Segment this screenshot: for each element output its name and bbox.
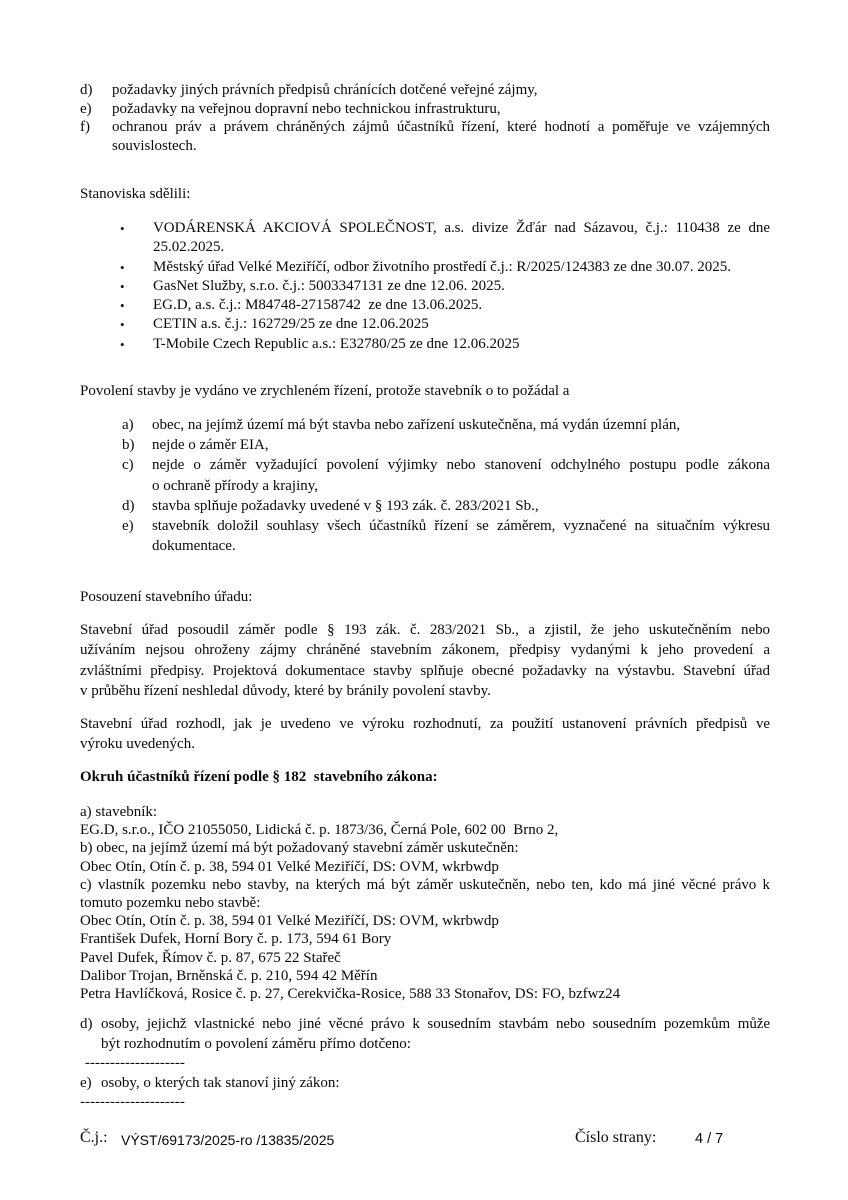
list-item	[80, 81, 770, 100]
stanoviska-bullet-list	[80, 219, 770, 354]
text-line: CETIN a.s. č.j.: 162729/25 ze dne 12.06.2025	[153, 316, 429, 333]
list-marker: b)	[122, 437, 135, 454]
text-line: stavebník doložil souhlasy všech účastníků řízení se záměrem, vyznačené na situačním výkresu	[152, 518, 770, 535]
list-item-text	[112, 100, 770, 119]
bullet-marker-icon: •	[120, 221, 125, 236]
bullet-marker-icon: •	[120, 259, 125, 275]
text-line: Pavel Dufek, Římov č. p. 87, 675 22 Stařeč	[80, 949, 341, 966]
text-line: dokumentace.	[152, 538, 236, 555]
text-line: zvláštními předpisy. Projektová dokumentace stavby splňuje obecné požadavky na výstavbu. Stavební úřad	[80, 662, 770, 679]
text-line: GasNet Služby, s.r.o. č.j.: 5003347131 ze dne 12.06. 2025.	[153, 277, 505, 294]
bullet-item-text	[153, 296, 770, 315]
list-item-text	[112, 81, 770, 100]
bullet-item-text	[153, 335, 770, 354]
list-item	[80, 415, 770, 435]
text-line: Obec Otín, Otín č. p. 38, 594 01 Velké Meziříčí, DS: OVM, wkrbwdp	[80, 858, 499, 875]
text-line: o ochraně přírody a krajiny,	[152, 477, 319, 494]
list-item-text	[152, 435, 770, 455]
heading-text: Posouzení stavebního úřadu:	[80, 589, 253, 605]
text-line: v průběhu řízení neshledal důvody, které by bránily povolení stavby.	[80, 682, 491, 699]
list-item	[80, 435, 770, 455]
list-marker: e)	[80, 1074, 92, 1091]
bullet-item	[80, 219, 770, 258]
list-item	[80, 100, 770, 119]
text-line: EG.D, s.r.o., IČO 21055050, Lidická č. p. 1873/36, Černá Pole, 602 00 Brno 2,	[80, 822, 559, 839]
text-line: požadavky na veřejnou dopravní nebo technickou infrastrukturu,	[112, 100, 501, 117]
list-marker: e)	[80, 100, 92, 117]
text-line: František Dufek, Horní Bory č. p. 173, 594 61 Bory	[80, 931, 392, 948]
list-item-text	[152, 496, 770, 516]
bullet-item-text	[153, 315, 770, 334]
dashes-line: ---------------------	[80, 1094, 185, 1110]
dashes-line: --------------------	[85, 1055, 185, 1071]
posouzeni-paragraph-2	[80, 714, 770, 754]
osoby-block	[80, 1015, 770, 1113]
list-item-text	[152, 516, 770, 556]
footer-cj-label: Č.j.:	[80, 1129, 108, 1146]
text-line: výroku uvedených.	[80, 736, 195, 752]
text-line: stavba splňuje požadavky uvedené v § 193 zák. č. 283/2021 Sb.,	[152, 497, 539, 514]
posouzeni-heading	[80, 588, 770, 607]
principles-list	[80, 81, 770, 155]
text-line: c) vlastník pozemku nebo stavby, na kterých má být záměr uskutečněn, nebo ten, kdo má jiné věcné právo k	[80, 876, 770, 893]
text-line: Obec Otín, Otín č. p. 38, 594 01 Velké Meziříčí, DS: OVM, wkrbwdp	[80, 913, 499, 930]
text-line: nejde o záměr vyžadující povolení výjimky nebo stanovení odchylného postupu podle zákona	[152, 457, 770, 474]
bullet-marker-icon: •	[120, 317, 125, 333]
bullet-item	[80, 258, 770, 277]
text-line: ochranou práv a právem chráněných zájmů účastníků řízení, které hodnotí a poměřuje ve vzájemných	[112, 119, 770, 136]
text-line: Stavební úřad rozhodl, jak je uvedeno ve výroku rozhodnutí, za použití ustanovení právních předpisů ve	[80, 716, 770, 732]
text-line: 25.02.2025.	[153, 239, 225, 256]
okruh-heading	[80, 768, 770, 787]
list-item-text	[101, 1015, 770, 1054]
list-item-text	[101, 1074, 770, 1094]
heading-text: Stanoviska sdělili:	[80, 186, 191, 202]
zrychlene-conditions-list	[80, 415, 770, 556]
list-marker: c)	[122, 457, 134, 474]
posouzeni-paragraph-1	[80, 620, 770, 701]
text-line: osoby, jejichž vlastnické nebo jiné věcné právo k sousedním stavbám nebo sousedním pozemkům může	[101, 1016, 770, 1032]
list-item	[80, 516, 770, 556]
list-marker: e)	[122, 518, 134, 535]
text-line: EG.D, a.s. č.j.: M84748-27158742 ze dne 13.06.2025.	[153, 297, 483, 314]
list-item-text	[112, 118, 770, 155]
list-item-text	[152, 415, 770, 435]
stanoviska-heading	[80, 185, 770, 204]
list-marker: d)	[80, 82, 93, 98]
text-line: být rozhodnutím o povolení záměru přímo dotčeno:	[101, 1035, 411, 1052]
text-line: tomuto pozemku nebo stavbě:	[80, 895, 261, 912]
text-line: Dalibor Trojan, Brněnská č. p. 210, 594 42 Měřín	[80, 967, 378, 984]
text-line: obec, na jejímž území má být stavba nebo zařízení uskutečněna, má vydán územní plán,	[152, 417, 681, 433]
text-line: Stavební úřad posoudil záměr podle § 193 zák. č. 283/2021 Sb., a zjistil, že jeho uskutečněním nebo	[80, 622, 770, 638]
paragraph-text: Povolení stavby je vydáno ve zrychleném řízení, protože stavebník o to požádal a	[80, 383, 570, 399]
text-line: b) obec, na jejímž území má být požadovaný stavební záměr uskutečněn:	[80, 840, 519, 857]
bullet-item-text	[153, 258, 770, 277]
bullet-item	[80, 335, 770, 354]
heading-text: Okruh účastníků řízení podle § 182 stavebního zákona:	[80, 769, 438, 785]
bullet-marker-icon: •	[120, 298, 125, 314]
list-marker: d)	[122, 497, 135, 514]
text-line: užíváním nejsou ohroženy zájmy chráněné stavebním zákonem, předpisy vydanými k jeho provedení a	[80, 642, 770, 659]
list-item-text	[152, 455, 770, 495]
bullet-item	[80, 315, 770, 334]
text-line: Petra Havlíčková, Rosice č. p. 27, Cerekvička-Rosice, 588 33 Stonařov, DS: FO, bzfwz24	[80, 986, 621, 1003]
bullet-item	[80, 296, 770, 315]
text-line: a) stavebník:	[80, 804, 158, 820]
bullet-item	[80, 277, 770, 296]
list-marker: d)	[80, 1016, 93, 1032]
footer-page-label: Číslo strany:	[575, 1129, 657, 1146]
footer-page-number: 4 / 7	[695, 1131, 724, 1147]
list-marker: f)	[80, 119, 90, 136]
footer-cj-value: VÝST/69173/2025-ro /13835/2025	[121, 1132, 335, 1148]
text-line: nejde o záměr EIA,	[152, 437, 269, 454]
bullet-marker-icon: •	[120, 278, 125, 294]
zrychlene-intro	[80, 382, 770, 401]
list-item	[80, 496, 770, 516]
text-line: Městský úřad Velké Meziříčí, odbor životního prostředí č.j.: R/2025/124383 ze dne 30.07. 2025.	[153, 258, 731, 275]
list-item	[80, 455, 770, 495]
text-line: T-Mobile Czech Republic a.s.: E32780/25 ze dne 12.06.2025	[153, 335, 520, 352]
text-line: souvislostech.	[112, 137, 197, 154]
text-line: VODÁRENSKÁ AKCIOVÁ SPOLEČNOST, a.s. divize Žďár nad Sázavou, č.j.: 110438 ze dne	[153, 220, 770, 236]
list-item	[80, 1074, 770, 1094]
okruh-participants-list	[80, 803, 770, 1003]
text-line: požadavky jiných právních předpisů chránících dotčené veřejné zájmy,	[112, 82, 538, 98]
bullet-item-text	[153, 277, 770, 296]
list-marker: a)	[122, 417, 134, 433]
text-line: osoby, o kterých tak stanoví jiný zákon:	[101, 1074, 340, 1091]
bullet-item-text	[153, 219, 770, 258]
bullet-marker-icon: •	[120, 336, 125, 352]
list-item	[80, 118, 770, 155]
list-item	[80, 1015, 770, 1054]
